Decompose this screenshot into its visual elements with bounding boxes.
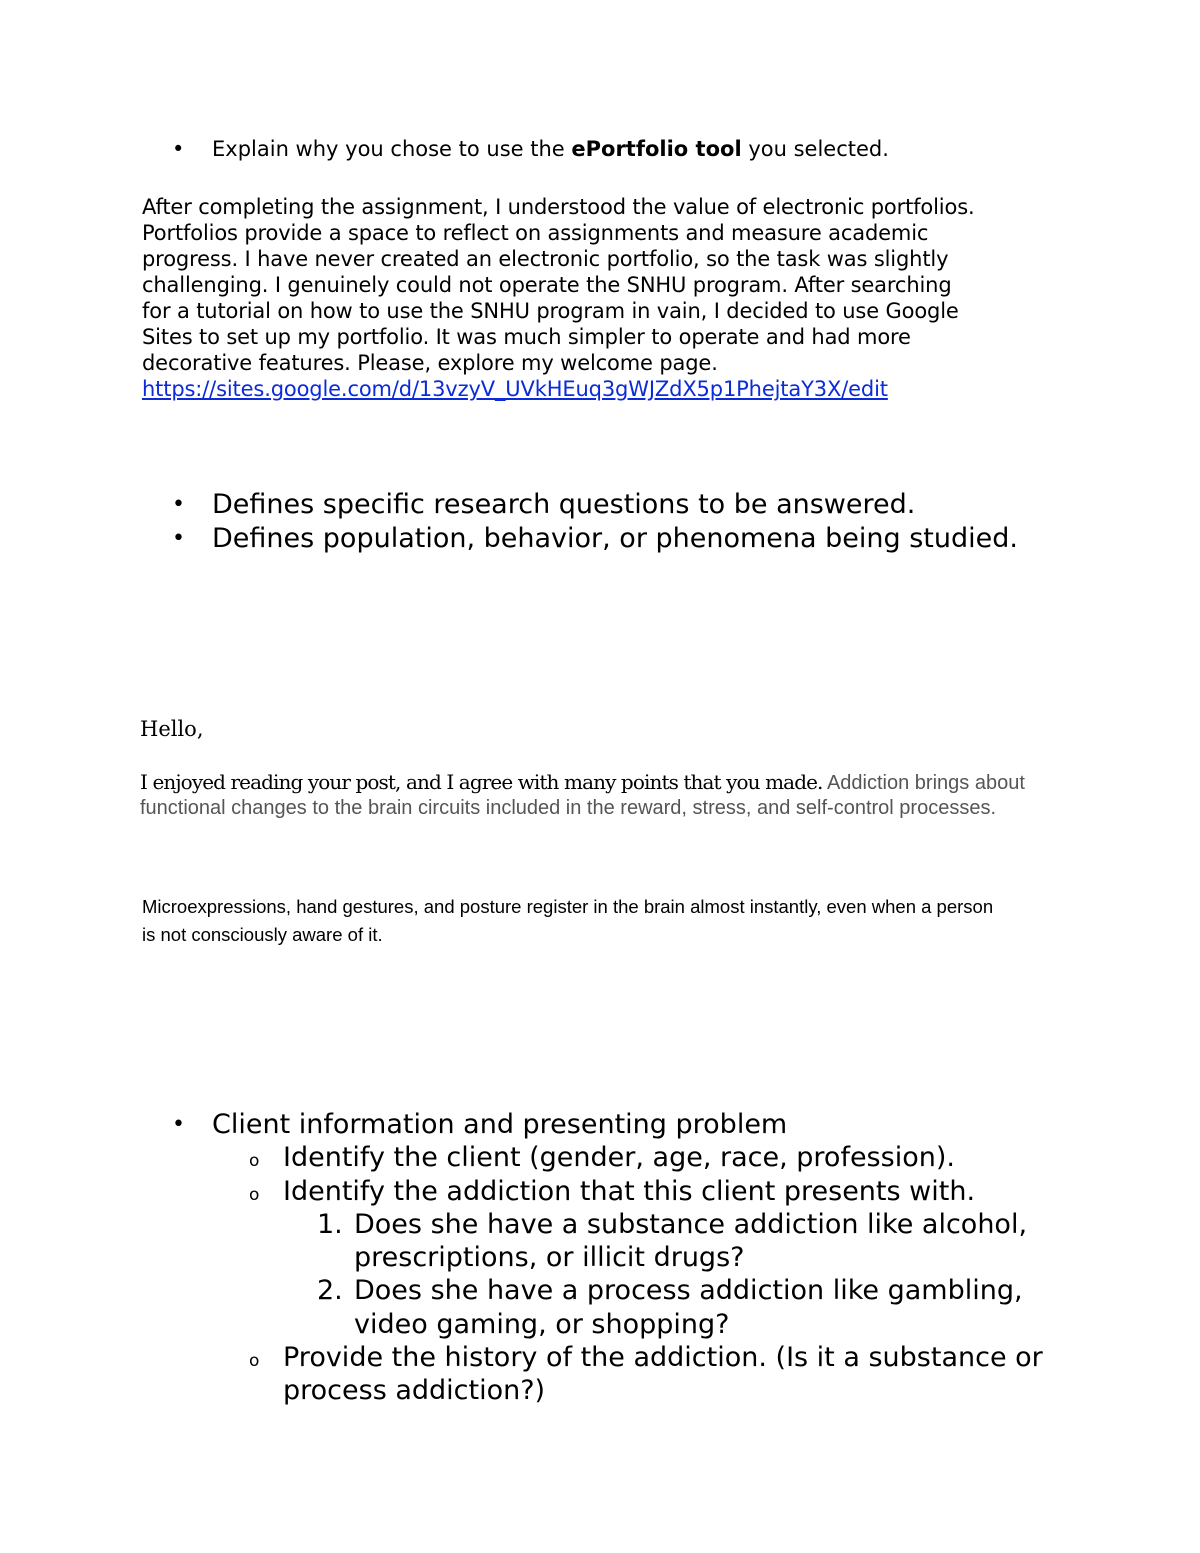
paragraph-line: challenging. I genuinely could not operate the SNHU program. After searching: [142, 273, 952, 297]
client-info-list: [142, 1108, 1082, 1408]
sub-list-item-text: Identify the addiction that this client presents with.: [283, 1175, 976, 1207]
research-bullets: [142, 488, 1082, 555]
eportfolio-paragraph: [142, 194, 1082, 402]
paragraph-line: progress. I have never created an electronic portfolio, so the task was slightly: [142, 247, 949, 271]
circle-bullet-icon: o: [249, 1151, 260, 1172]
sub-list-item-text: Identify the client (gender, age, race, profession).: [283, 1142, 955, 1174]
paragraph-line: Portfolios provide a space to reflect on assignments and measure academic: [142, 221, 929, 245]
paragraph-line: Microexpressions, hand gestures, and posture register in the brain almost instantly, even when a person: [142, 896, 994, 917]
microexpressions-paragraph: [142, 893, 1082, 949]
list-item: [142, 488, 1082, 522]
list-item-text: Defines specific research questions to be answered.: [212, 489, 916, 520]
google-sites-link[interactable]: https://sites.google.com/d/13vzyV_UVkHEuq3gWJZdX5p1PhejtaY3X/edit: [142, 377, 888, 401]
bullet-icon: •: [172, 1112, 185, 1137]
reply-serif-text: I enjoyed reading your post, and I agree with many points that you made.: [140, 770, 823, 794]
numbered-item-text: Does she have a substance addiction like alcohol, prescriptions, or illicit drugs?: [354, 1208, 1028, 1274]
sub-list-item: [142, 1175, 1082, 1208]
sub-list-item-text: Provide the history of the addiction. (Is it a substance or process addiction?): [283, 1342, 1043, 1407]
list-item-text: Client information and presenting problem: [212, 1109, 788, 1140]
bullet-bold-term: ePortfolio tool: [571, 137, 742, 161]
paragraph-line: Sites to set up my portfolio. It was much simpler to operate and had more: [142, 325, 911, 349]
circle-bullet-icon: o: [249, 1184, 260, 1205]
paragraph-line: is not consciously aware of it.: [142, 924, 383, 945]
bullet-icon: •: [172, 137, 185, 161]
bullet-text: [212, 136, 889, 162]
list-item-text: Defines population, behavior, or phenomena being studied.: [212, 522, 1018, 554]
circle-bullet-icon: o: [249, 1351, 260, 1372]
greeting: Hello,: [140, 717, 204, 741]
numbered-item: [142, 1274, 1082, 1341]
paragraph-line: decorative features. Please, explore my welcome page.: [142, 351, 718, 375]
sub-list-item: [142, 1141, 1082, 1174]
bullet-suffix: you selected.: [741, 137, 889, 161]
reply-paragraph: [140, 770, 1080, 821]
reply-gray-text: Addiction brings about functional changes to the brain circuits included in the reward, stress, and self-control processes.: [140, 772, 1025, 819]
bullet-prefix: Explain why you chose to use the: [212, 137, 572, 161]
numbered-item-text: Does she have a process addiction like gambling, video gaming, or shopping?: [354, 1275, 1023, 1340]
bullet-icon: •: [172, 492, 185, 517]
item-number: 2.: [317, 1275, 343, 1307]
paragraph-line: After completing the assignment, I understood the value of electronic portfolios.: [142, 195, 975, 219]
bullet-icon: •: [172, 525, 185, 551]
sub-list-item: [142, 1341, 1082, 1408]
numbered-item: [142, 1208, 1082, 1275]
paragraph-line: for a tutorial on how to use the SNHU program in vain, I decided to use Google: [142, 299, 959, 323]
list-item: [142, 522, 1082, 556]
item-number: 1.: [317, 1208, 343, 1240]
list-item: [142, 1108, 1082, 1141]
